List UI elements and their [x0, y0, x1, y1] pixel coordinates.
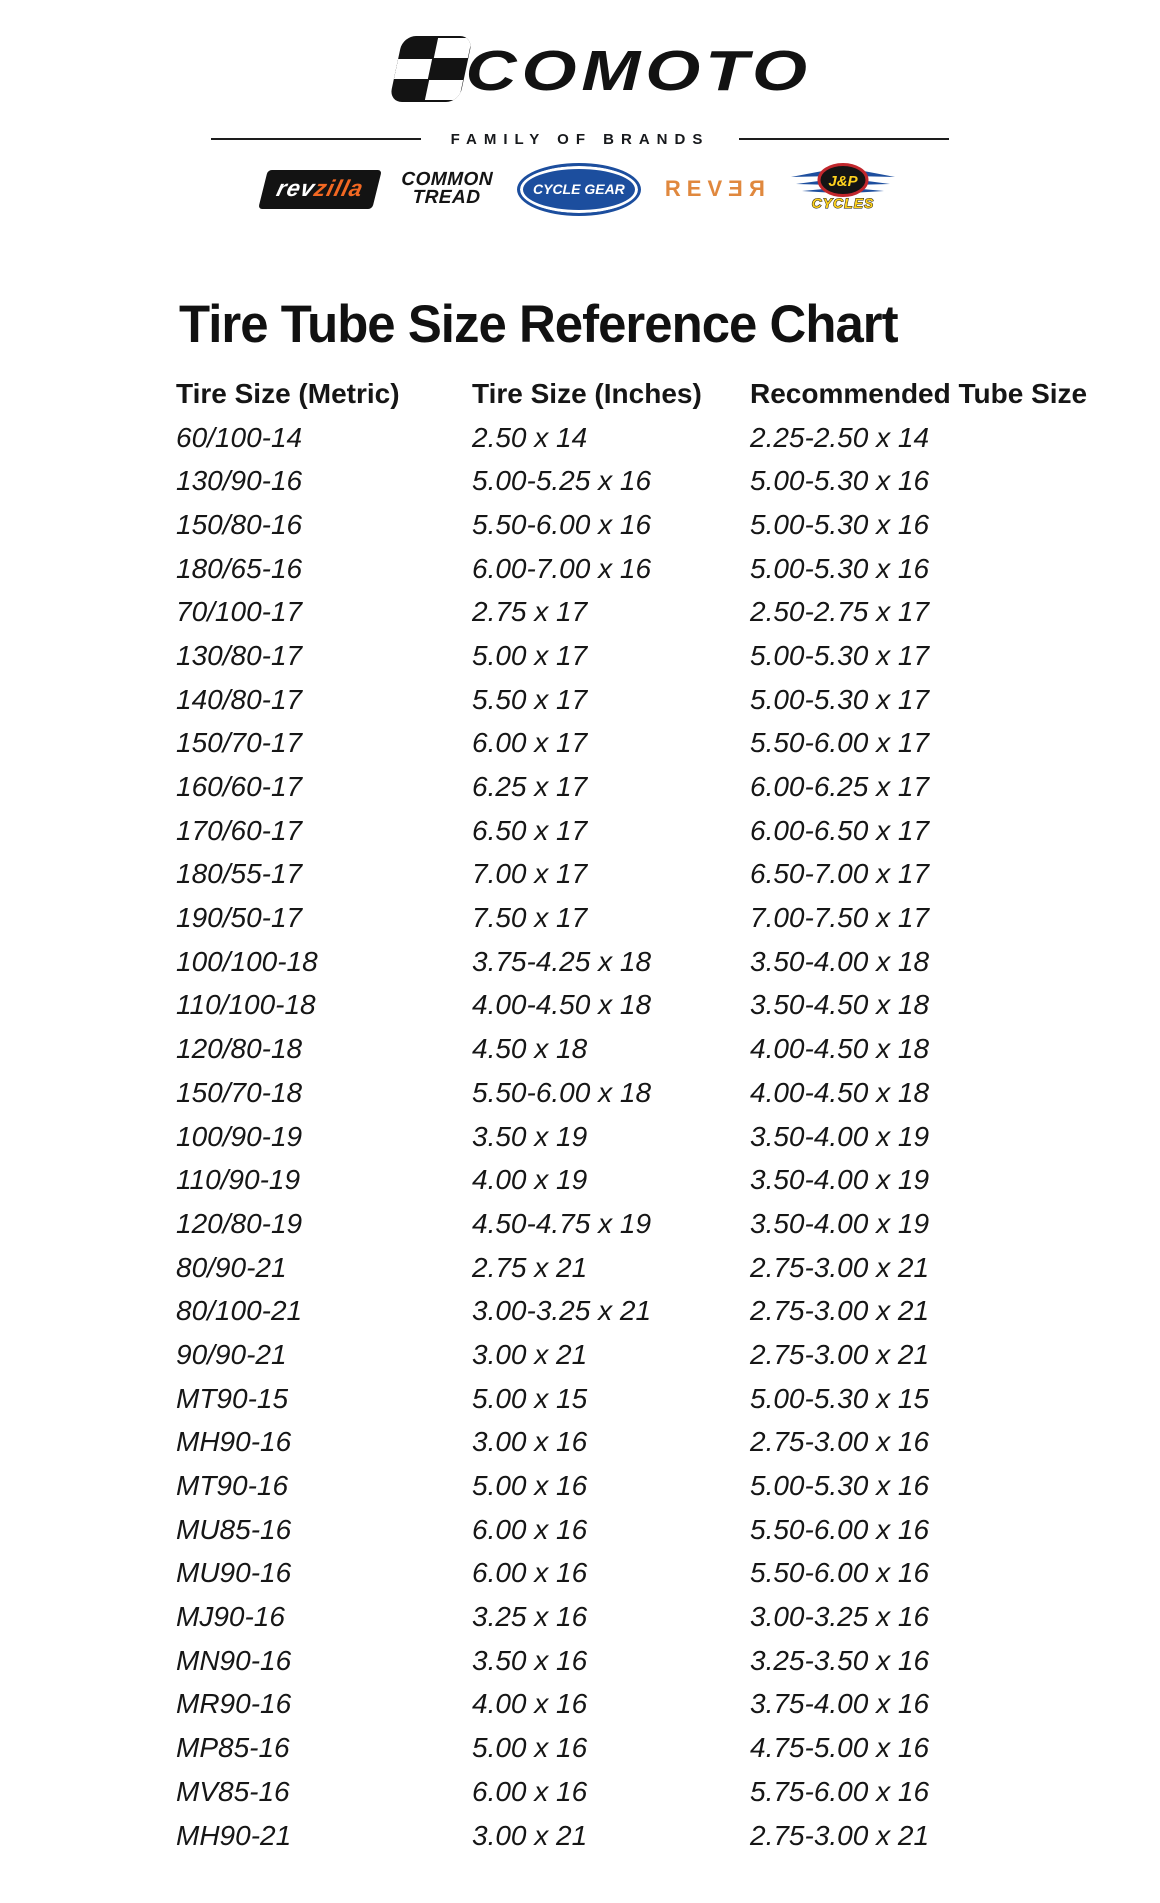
table-cell: 110/90-19 — [176, 1164, 301, 1196]
table-cell: 3.50-4.50 x 18 — [750, 989, 930, 1021]
revzilla-logo — [258, 170, 382, 209]
table-cell: MU90-16 — [176, 1557, 292, 1589]
table-cell: 160/60-17 — [176, 771, 303, 803]
rever-letter: V — [707, 176, 723, 201]
table-cell: 5.00 x 17 — [472, 639, 588, 671]
page-title: Tire Tube Size Reference Chart — [179, 294, 898, 354]
table-cell: MH90-21 — [176, 1819, 292, 1851]
table-cell: 4.00-4.50 x 18 — [472, 989, 652, 1021]
table-cell: 6.00 x 17 — [472, 727, 588, 759]
table-cell: 3.25-3.50 x 16 — [750, 1644, 930, 1676]
table-cell: 3.00 x 16 — [472, 1426, 588, 1458]
revzilla-wordmark — [274, 175, 367, 202]
table-cell: 4.00 x 16 — [472, 1688, 588, 1720]
table-row — [176, 590, 1087, 634]
table-cell: 3.25 x 16 — [472, 1601, 588, 1633]
table-cell: 5.00-5.30 x 16 — [750, 552, 930, 584]
table-cell: 3.50-4.00 x 18 — [750, 945, 930, 977]
jp-cycles-cycles-text: CYCLES — [811, 194, 875, 211]
table-row — [176, 853, 1087, 897]
table-cell: 6.00-6.50 x 17 — [750, 814, 930, 846]
table-cell: 5.00 x 15 — [472, 1382, 588, 1414]
table-row — [176, 1377, 1087, 1421]
rever-letter: R — [748, 176, 765, 201]
table-cell: MH90-16 — [176, 1426, 292, 1458]
table-cell: 3.50 x 19 — [472, 1120, 588, 1152]
table-cell: 120/80-18 — [176, 1033, 303, 1065]
cycle-gear-label: CYCLE GEAR — [533, 181, 625, 197]
table-cell: 2.75 x 17 — [472, 596, 588, 628]
table-header-row — [176, 372, 1087, 416]
table-cell: 180/55-17 — [176, 858, 303, 890]
table-cell: 80/90-21 — [176, 1251, 287, 1283]
table-row — [176, 1202, 1087, 1246]
table-row — [176, 1770, 1087, 1814]
brand-logos-row — [0, 164, 1160, 214]
table-cell: 130/90-16 — [176, 465, 303, 497]
table-cell: 3.75-4.00 x 16 — [750, 1688, 930, 1720]
table-cell: MJ90-16 — [176, 1601, 285, 1633]
table-header — [176, 372, 1087, 416]
table-cell: 2.75 x 21 — [472, 1251, 588, 1283]
table-cell: 2.50 x 14 — [472, 421, 588, 453]
jp-cycles-logo — [789, 163, 897, 216]
table-cell: 4.00 x 19 — [472, 1164, 588, 1196]
table-cell: 100/100-18 — [176, 945, 318, 977]
table-cell: 120/80-19 — [176, 1207, 303, 1239]
table-cell: 5.50-6.00 x 18 — [472, 1076, 652, 1108]
table-cell: 5.75-6.00 x 16 — [750, 1775, 930, 1807]
table-row — [176, 1726, 1087, 1770]
table-row — [176, 940, 1087, 984]
table-row — [176, 984, 1087, 1028]
rever-letter: R — [664, 176, 681, 201]
table-cell: 150/80-16 — [176, 508, 303, 540]
table-cell: 3.00-3.25 x 21 — [472, 1295, 652, 1327]
table-row — [176, 1595, 1087, 1639]
table-cell: 190/50-17 — [176, 902, 303, 934]
table-row — [176, 634, 1087, 678]
table-cell: 70/100-17 — [176, 596, 303, 628]
table-cell: 5.00-5.30 x 16 — [750, 1470, 930, 1502]
table-cell: 5.50-6.00 x 17 — [750, 727, 930, 759]
table-cell: 60/100-14 — [176, 421, 303, 453]
common-tread-line1: COMMON — [401, 169, 494, 190]
table-row — [176, 1246, 1087, 1290]
table-row — [176, 1333, 1087, 1377]
table-row — [176, 1508, 1087, 1552]
table-cell: 6.50 x 17 — [472, 814, 588, 846]
table-cell: 2.75-3.00 x 16 — [750, 1426, 930, 1458]
column-header: Tire Size (Metric) — [176, 377, 400, 409]
table-cell: 5.00-5.30 x 16 — [750, 465, 930, 497]
divider-line-left — [211, 138, 421, 140]
table-cell: MN90-16 — [176, 1644, 292, 1676]
table-cell: 4.50-4.75 x 19 — [472, 1207, 652, 1239]
table-row — [176, 1289, 1087, 1333]
table-cell: 3.50-4.00 x 19 — [750, 1164, 930, 1196]
table-cell: 5.50-6.00 x 16 — [472, 508, 652, 540]
table-cell: MT90-15 — [176, 1382, 289, 1414]
rever-letter: E — [686, 176, 702, 201]
jp-cycles-jp-text: J&P — [828, 172, 858, 190]
table-cell: 5.00 x 16 — [472, 1470, 588, 1502]
table-cell: 6.00 x 16 — [472, 1513, 588, 1545]
table-cell: 110/100-18 — [176, 989, 316, 1021]
revzilla-rev-text: rev — [274, 174, 319, 201]
common-tread-line2: TREAD — [412, 187, 482, 208]
table-cell: 3.75-4.25 x 18 — [472, 945, 652, 977]
comoto-logo — [0, 36, 1160, 106]
table-row — [176, 1683, 1087, 1727]
table-cell: MV85-16 — [176, 1775, 290, 1807]
comoto-checkered-flag-icon — [381, 36, 473, 107]
table-cell: MP85-16 — [176, 1732, 290, 1764]
table-cell: 6.00-6.25 x 17 — [750, 771, 930, 803]
table-row — [176, 1115, 1087, 1159]
table-cell: 5.00-5.30 x 16 — [750, 508, 930, 540]
table-cell: 2.75-3.00 x 21 — [750, 1295, 930, 1327]
table-cell: 5.00-5.30 x 17 — [750, 639, 930, 671]
table-row — [176, 722, 1087, 766]
family-of-brands-row — [0, 130, 1160, 148]
table-row — [176, 896, 1087, 940]
table-cell: MT90-16 — [176, 1470, 289, 1502]
table-row — [176, 1027, 1087, 1071]
table-body — [176, 416, 1087, 1858]
table-row — [176, 547, 1087, 591]
table-row — [176, 1639, 1087, 1683]
table-row — [176, 1071, 1087, 1115]
table-row — [176, 1464, 1087, 1508]
table-cell: 7.00-7.50 x 17 — [750, 902, 930, 934]
revzilla-zilla-text: zilla — [311, 174, 367, 201]
table-cell: 3.00-3.25 x 16 — [750, 1601, 930, 1633]
table-cell: 6.00 x 16 — [472, 1775, 588, 1807]
table-cell: 80/100-21 — [176, 1295, 303, 1327]
table-cell: 4.00-4.50 x 18 — [750, 1033, 930, 1065]
table-cell: 150/70-18 — [176, 1076, 303, 1108]
table-cell: 100/90-19 — [176, 1120, 303, 1152]
table-cell: 130/80-17 — [176, 639, 303, 671]
table-cell: 5.00-5.30 x 15 — [750, 1382, 930, 1414]
table-row — [176, 459, 1087, 503]
table-cell: 7.00 x 17 — [472, 858, 588, 890]
table-cell: 170/60-17 — [176, 814, 303, 846]
table-cell: 5.00 x 16 — [472, 1732, 588, 1764]
table-cell: 4.50 x 18 — [472, 1033, 588, 1065]
table-cell: 5.50 x 17 — [472, 683, 588, 715]
table-cell: 3.50 x 16 — [472, 1644, 588, 1676]
table-cell: 180/65-16 — [176, 552, 303, 584]
table-row — [176, 1421, 1087, 1465]
comoto-wordmark: COMOTO — [465, 39, 813, 103]
rever-letter: E — [728, 176, 743, 201]
table-cell: 5.50-6.00 x 16 — [750, 1513, 930, 1545]
table-cell: 2.75-3.00 x 21 — [750, 1251, 930, 1283]
table-row — [176, 678, 1087, 722]
column-header: Tire Size (Inches) — [472, 377, 702, 409]
table-cell: 6.25 x 17 — [472, 771, 588, 803]
table-row — [176, 1552, 1087, 1596]
table-cell: 3.00 x 21 — [472, 1819, 588, 1851]
column-header: Recommended Tube Size — [750, 377, 1088, 409]
table-cell: 3.50-4.00 x 19 — [750, 1207, 930, 1239]
table-cell: MU85-16 — [176, 1513, 292, 1545]
table-row — [176, 1814, 1087, 1858]
family-of-brands-label: FAMILY OF BRANDS — [450, 130, 710, 148]
table-row — [176, 809, 1087, 853]
tube-size-table — [176, 372, 1087, 1857]
table-cell: 2.25-2.50 x 14 — [750, 421, 930, 453]
cycle-gear-logo — [517, 163, 641, 216]
table-cell: 6.00-7.00 x 16 — [472, 552, 652, 584]
table-row — [176, 503, 1087, 547]
table-cell: 5.00-5.25 x 16 — [472, 465, 652, 497]
table-cell: 3.50-4.00 x 19 — [750, 1120, 930, 1152]
table-cell: 2.75-3.00 x 21 — [750, 1338, 930, 1370]
table-cell: 5.50-6.00 x 16 — [750, 1557, 930, 1589]
table-cell: 3.00 x 21 — [472, 1338, 588, 1370]
table-cell: 2.50-2.75 x 17 — [750, 596, 930, 628]
table-cell: 4.75-5.00 x 16 — [750, 1732, 930, 1764]
table-cell: 6.50-7.00 x 17 — [750, 858, 930, 890]
table-row — [176, 1158, 1087, 1202]
table-cell: 6.00 x 16 — [472, 1557, 588, 1589]
table-row — [176, 765, 1087, 809]
table-cell: 140/80-17 — [176, 683, 303, 715]
table-row — [176, 416, 1087, 460]
table-cell: 150/70-17 — [176, 727, 303, 759]
common-tread-logo — [401, 171, 494, 207]
table-cell: 4.00-4.50 x 18 — [750, 1076, 930, 1108]
table-cell: 2.75-3.00 x 21 — [750, 1819, 930, 1851]
table-cell: 7.50 x 17 — [472, 902, 588, 934]
table-cell: 5.00-5.30 x 17 — [750, 683, 930, 715]
table-cell: 90/90-21 — [176, 1338, 287, 1370]
divider-line-right — [739, 138, 949, 140]
table-cell: MR90-16 — [176, 1688, 292, 1720]
brand-rever — [665, 176, 765, 202]
